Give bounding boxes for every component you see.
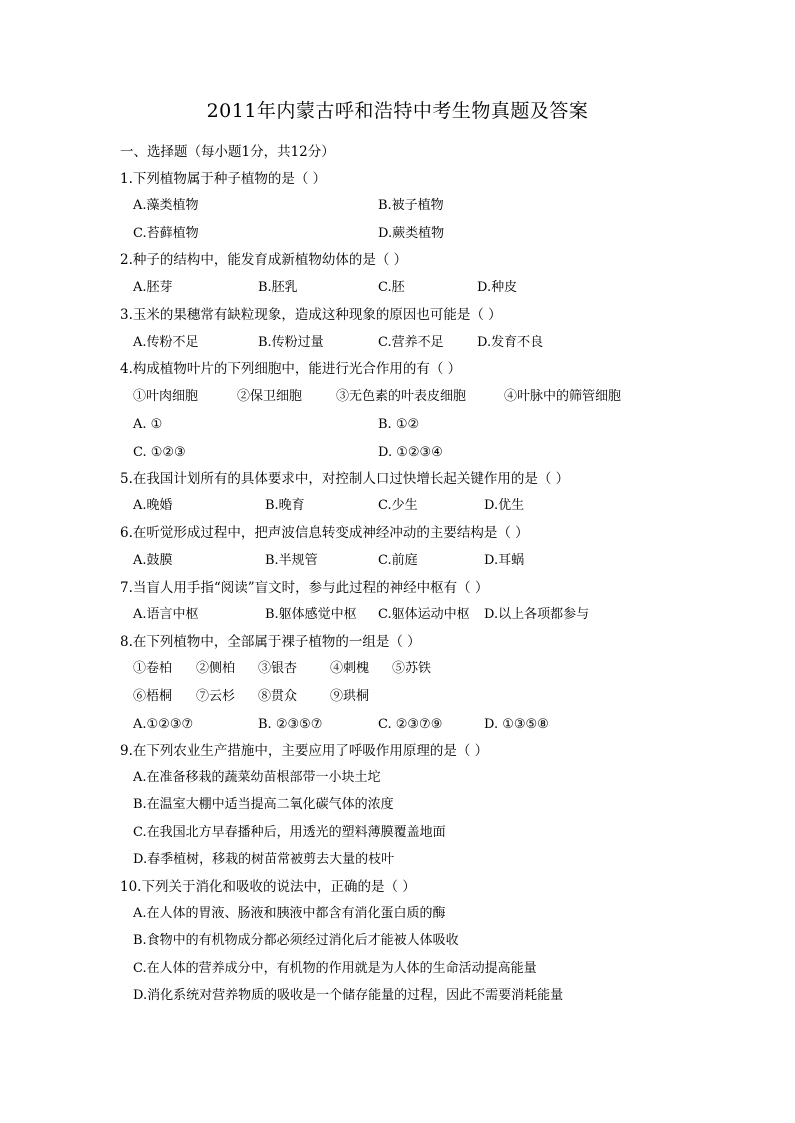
q7-option-c: C.躯体运动中枢 <box>378 607 470 622</box>
q8-item-1: ①卷柏 <box>133 661 173 676</box>
q4-item-3: ③无色素的叶表皮细胞 <box>336 389 467 404</box>
q9-option-a: A.在准备移栽的蔬菜幼苗根部带一小块土坨 <box>133 770 381 785</box>
q9-option-d: D.春季植树，移栽的树苗常被剪去大量的枝叶 <box>133 852 395 867</box>
q6-option-c: C.前庭 <box>378 553 418 568</box>
q1-option-b: B.被子植物 <box>378 198 444 213</box>
q8-option-d: D. ①③⑤⑧ <box>484 717 549 732</box>
q6-option-b: B.半规管 <box>265 553 318 568</box>
q8-item-3: ③银杏 <box>258 661 298 676</box>
q9-option-b: B.在温室大棚中适当提高二氧化碳气体的浓度 <box>133 797 394 812</box>
q8-item-2: ②侧柏 <box>196 661 236 676</box>
question-3-stem: 3.玉米的果穗常有缺粒现象，造成这种现象的原因也可能是（ ） <box>120 307 502 323</box>
q1-option-d: D.蕨类植物 <box>378 226 445 241</box>
q2-option-b: B.胚乳 <box>258 280 298 295</box>
q8-item-7: ⑦云杉 <box>196 689 236 704</box>
q9-option-c: C.在我国北方早春播种后，用透光的塑料薄膜覆盖地面 <box>133 825 446 840</box>
q5-option-a: A.晚婚 <box>133 498 173 513</box>
q3-option-c: C.营养不足 <box>378 335 444 350</box>
page-title: 2011年内蒙古呼和浩特中考生物真题及答案 <box>206 100 589 122</box>
q1-option-a: A.藻类植物 <box>133 198 199 213</box>
q6-option-a: A.鼓膜 <box>133 553 173 568</box>
q4-item-1: ①叶肉细胞 <box>133 389 199 404</box>
q10-option-b: B.食物中的有机物成分都必须经过消化后才能被人体吸收 <box>133 933 459 948</box>
q4-option-b: B. ①② <box>378 417 420 432</box>
q10-option-d: D.消化系统对营养物质的吸收是一个储存能量的过程，因此不需要消耗能量 <box>133 988 564 1003</box>
q8-option-a: A.①②③⑦ <box>133 717 194 732</box>
q2-option-c: C.胚 <box>378 280 405 295</box>
section-heading: 一、选择题（每小题1分，共12分） <box>120 144 335 160</box>
question-4-stem: 4.构成植物叶片的下列细胞中，能进行光合作用的有（ ） <box>120 361 462 377</box>
q8-option-b: B. ②③⑤⑦ <box>258 717 323 732</box>
q3-option-d: D.发育不良 <box>477 335 544 350</box>
q5-option-b: B.晚育 <box>265 498 305 513</box>
q3-option-b: B.传粉过量 <box>258 335 324 350</box>
q4-option-a: A. ① <box>133 417 163 432</box>
question-5-stem: 5.在我国计划所有的具体要求中，对控制人口过快增长起关键作用的是（ ） <box>120 471 570 487</box>
q2-option-d: D.种皮 <box>477 280 518 295</box>
q5-option-c: C.少生 <box>378 498 418 513</box>
q4-option-d: D. ①②③④ <box>378 445 443 460</box>
q2-option-a: A.胚芽 <box>133 280 173 295</box>
q1-option-c: C.苔藓植物 <box>133 226 199 241</box>
q8-option-c: C. ②③⑦⑨ <box>378 717 443 732</box>
question-6-stem: 6.在听觉形成过程中，把声波信息转变成神经冲动的主要结构是（ ） <box>120 525 529 541</box>
q4-option-c: C. ①②③ <box>133 445 186 460</box>
q8-item-8: ⑧贯众 <box>258 689 298 704</box>
question-2-stem: 2.种子的结构中，能发育成新植物幼体的是（ ） <box>120 252 408 268</box>
q8-item-9: ⑨珙桐 <box>330 689 370 704</box>
q7-option-d: D.以上各项都参与 <box>484 607 590 622</box>
question-1-stem: 1.下列植物属于种子植物的是（ ） <box>120 171 327 187</box>
q5-option-d: D.优生 <box>484 498 525 513</box>
q7-option-a: A.语言中枢 <box>133 607 199 622</box>
q3-option-a: A.传粉不足 <box>133 335 199 350</box>
q4-item-2: ②保卫细胞 <box>237 389 303 404</box>
q7-option-b: B.躯体感觉中枢 <box>265 607 357 622</box>
question-10-stem: 10.下列关于消化和吸收的说法中，正确的是（ ） <box>120 879 416 895</box>
q4-item-4: ④叶脉中的筛管细胞 <box>504 389 622 404</box>
q8-item-4: ④刺槐 <box>330 661 370 676</box>
question-7-stem: 7.当盲人用手指“阅读”盲文时，参与此过程的神经中枢有（ ） <box>120 580 489 596</box>
q10-option-a: A.在人体的胃液、肠液和胰液中都含有消化蛋白质的酶 <box>133 906 446 921</box>
question-8-stem: 8.在下列植物中，全部属于裸子植物的一组是（ ） <box>120 634 421 650</box>
q6-option-d: D.耳蜗 <box>484 553 525 568</box>
q8-item-6: ⑥梧桐 <box>133 689 173 704</box>
question-9-stem: 9.在下列农业生产措施中，主要应用了呼吸作用原理的是（ ） <box>120 743 489 759</box>
q8-item-5: ⑤苏铁 <box>392 661 432 676</box>
q10-option-c: C.在人体的营养成分中，有机物的作用就是为人体的生命活动提高能量 <box>133 961 537 976</box>
